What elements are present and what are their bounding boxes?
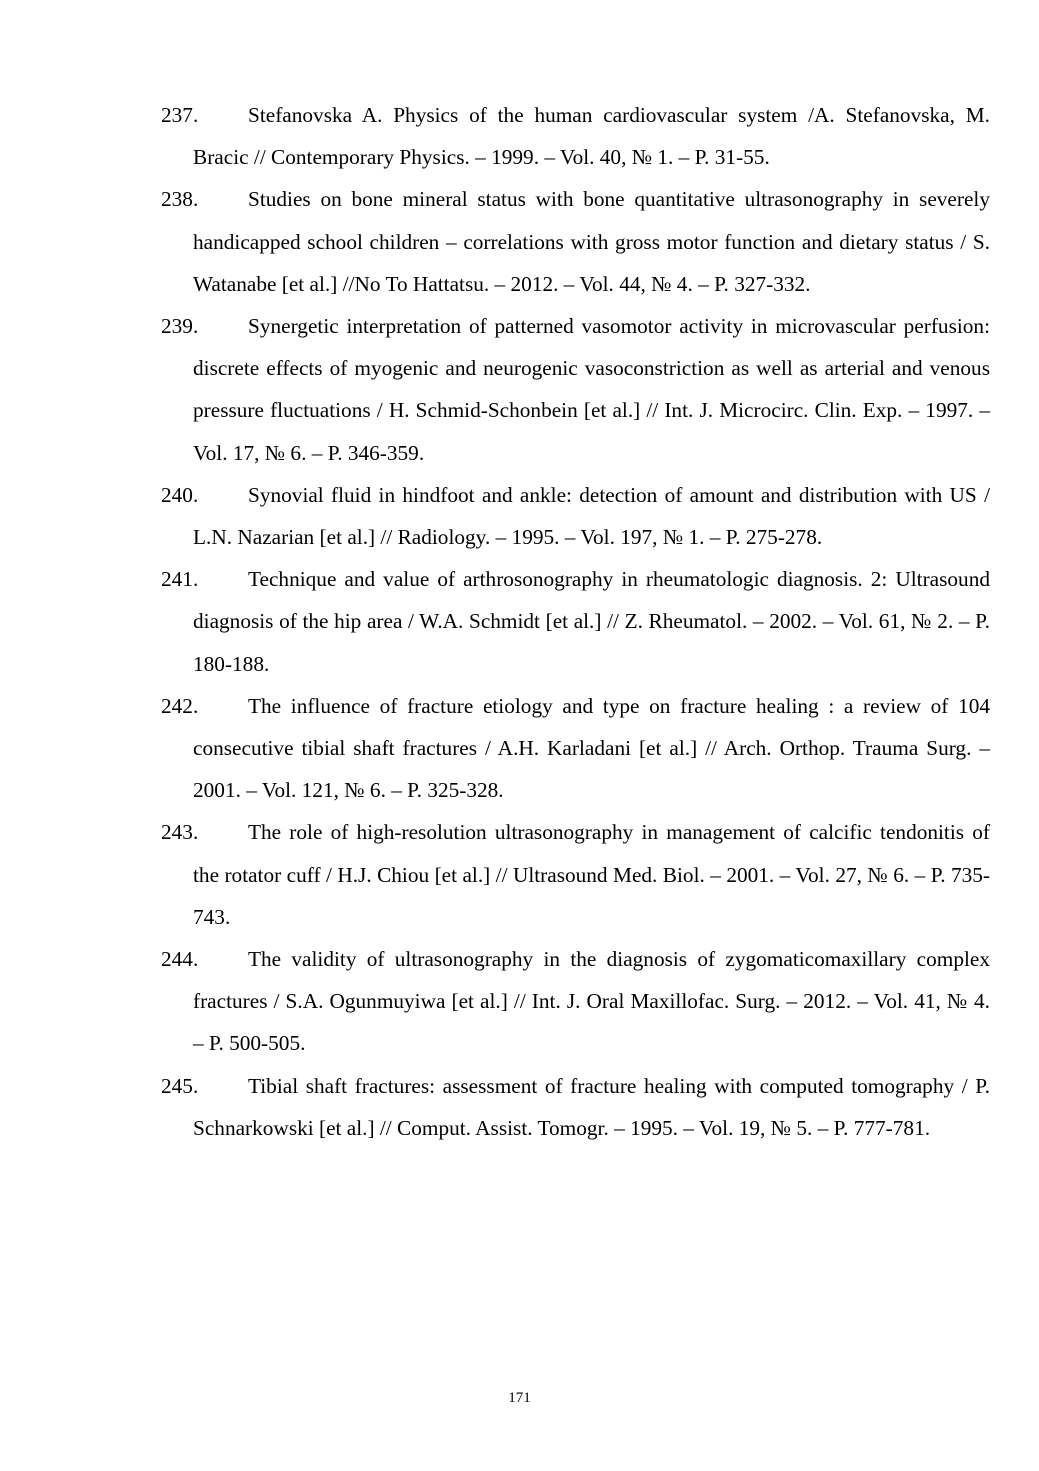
reference-text: Stefanovska A. Physics of the human cardiovascular system /A. Stefanovska, M. Bracic // Contemporary Physics. – 1999. – Vol. 40, № 1. – P. 31-55. [193,103,990,170]
reference-text: Studies on bone mineral status with bone quantitative ultrasonography in severely handicapped school children – correlations with gross motor function and dietary status / S. Watanabe [et al.] //No To Hattatsu. – 2012. – Vol. 44, № 4. – P. 327-332. [193,187,990,296]
reference-text: Tibial shaft fractures: assessment of fracture healing with computed tomography / P. Schnarkowski [et al.] // Comput. Assist. Tomogr. – 1995. – Vol. 19, № 5. – P. 777-781. [193,1073,990,1140]
reference-number: 244. [161,947,199,972]
reference-item [161,305,990,474]
reference-item [161,94,990,178]
reference-text: Technique and value of arthrosonography in rheumatologic diagnosis. 2: Ultrasound diagnosis of the hip area / W.A. Schmidt [et al.] // Z. Rheumatol. – 2002. – Vol. 61, № 2. – P. 180-188. [193,567,990,676]
reference-text: Synergetic interpretation of patterned vasomotor activity in microvascular perfusion: discrete effects of myogenic and neurogenic vasoconstriction as well as arterial and venous pressure fluctuations / H. Schmid-Schonbein [et al.] // Int. J. Microcirc. Clin. Exp. – 1997. – Vol. 17, № 6. – P. 346-359. [193,314,990,465]
reference-number: 243. [161,820,199,845]
page-number: 171 [508,1390,531,1406]
reference-item [161,685,990,812]
reference-item [161,558,990,685]
reference-number: 240. [161,482,199,507]
reference-number: 238. [161,187,199,212]
reference-text: The influence of fracture etiology and type on fracture healing : a review of 104 consecutive tibial shaft fractures / A.H. Karladani [et al.] // Arch. Orthop. Trauma Surg. – 2001. – Vol. 121, № 6. – P. 325-328. [193,693,990,803]
reference-number: 237. [161,103,199,127]
reference-item [161,178,990,305]
reference-item [161,811,990,938]
reference-number: 239. [161,314,199,339]
reference-number: 242. [161,693,199,718]
reference-number: 245. [161,1073,199,1098]
reference-text: Synovial fluid in hindfoot and ankle: detection of amount and distribution with US / L.N. Nazarian [et al.] // Radiology. – 1995. – Vol. 197, № 1. – P. 275-278. [193,482,990,550]
reference-item [161,1065,990,1149]
reference-text: The validity of ultrasonography in the diagnosis of zygomaticomaxillary complex fractures / S.A. Ogunmuyiwa [et al.] // Int. J. Oral Maxillofac. Surg. – 2012. – Vol. 41, № 4. – P. 500-505. [193,947,990,1056]
reference-item [161,938,990,1065]
reference-item [161,474,990,558]
reference-text: The role of high-resolution ultrasonography in management of calcific tendonitis of the rotator cuff / H.J. Chiou [et al.] // Ultrasound Med. Biol. – 2001. – Vol. 27, № 6. – P. 735-743. [193,820,990,929]
reference-list [161,94,990,1149]
reference-number: 241. [161,567,199,592]
